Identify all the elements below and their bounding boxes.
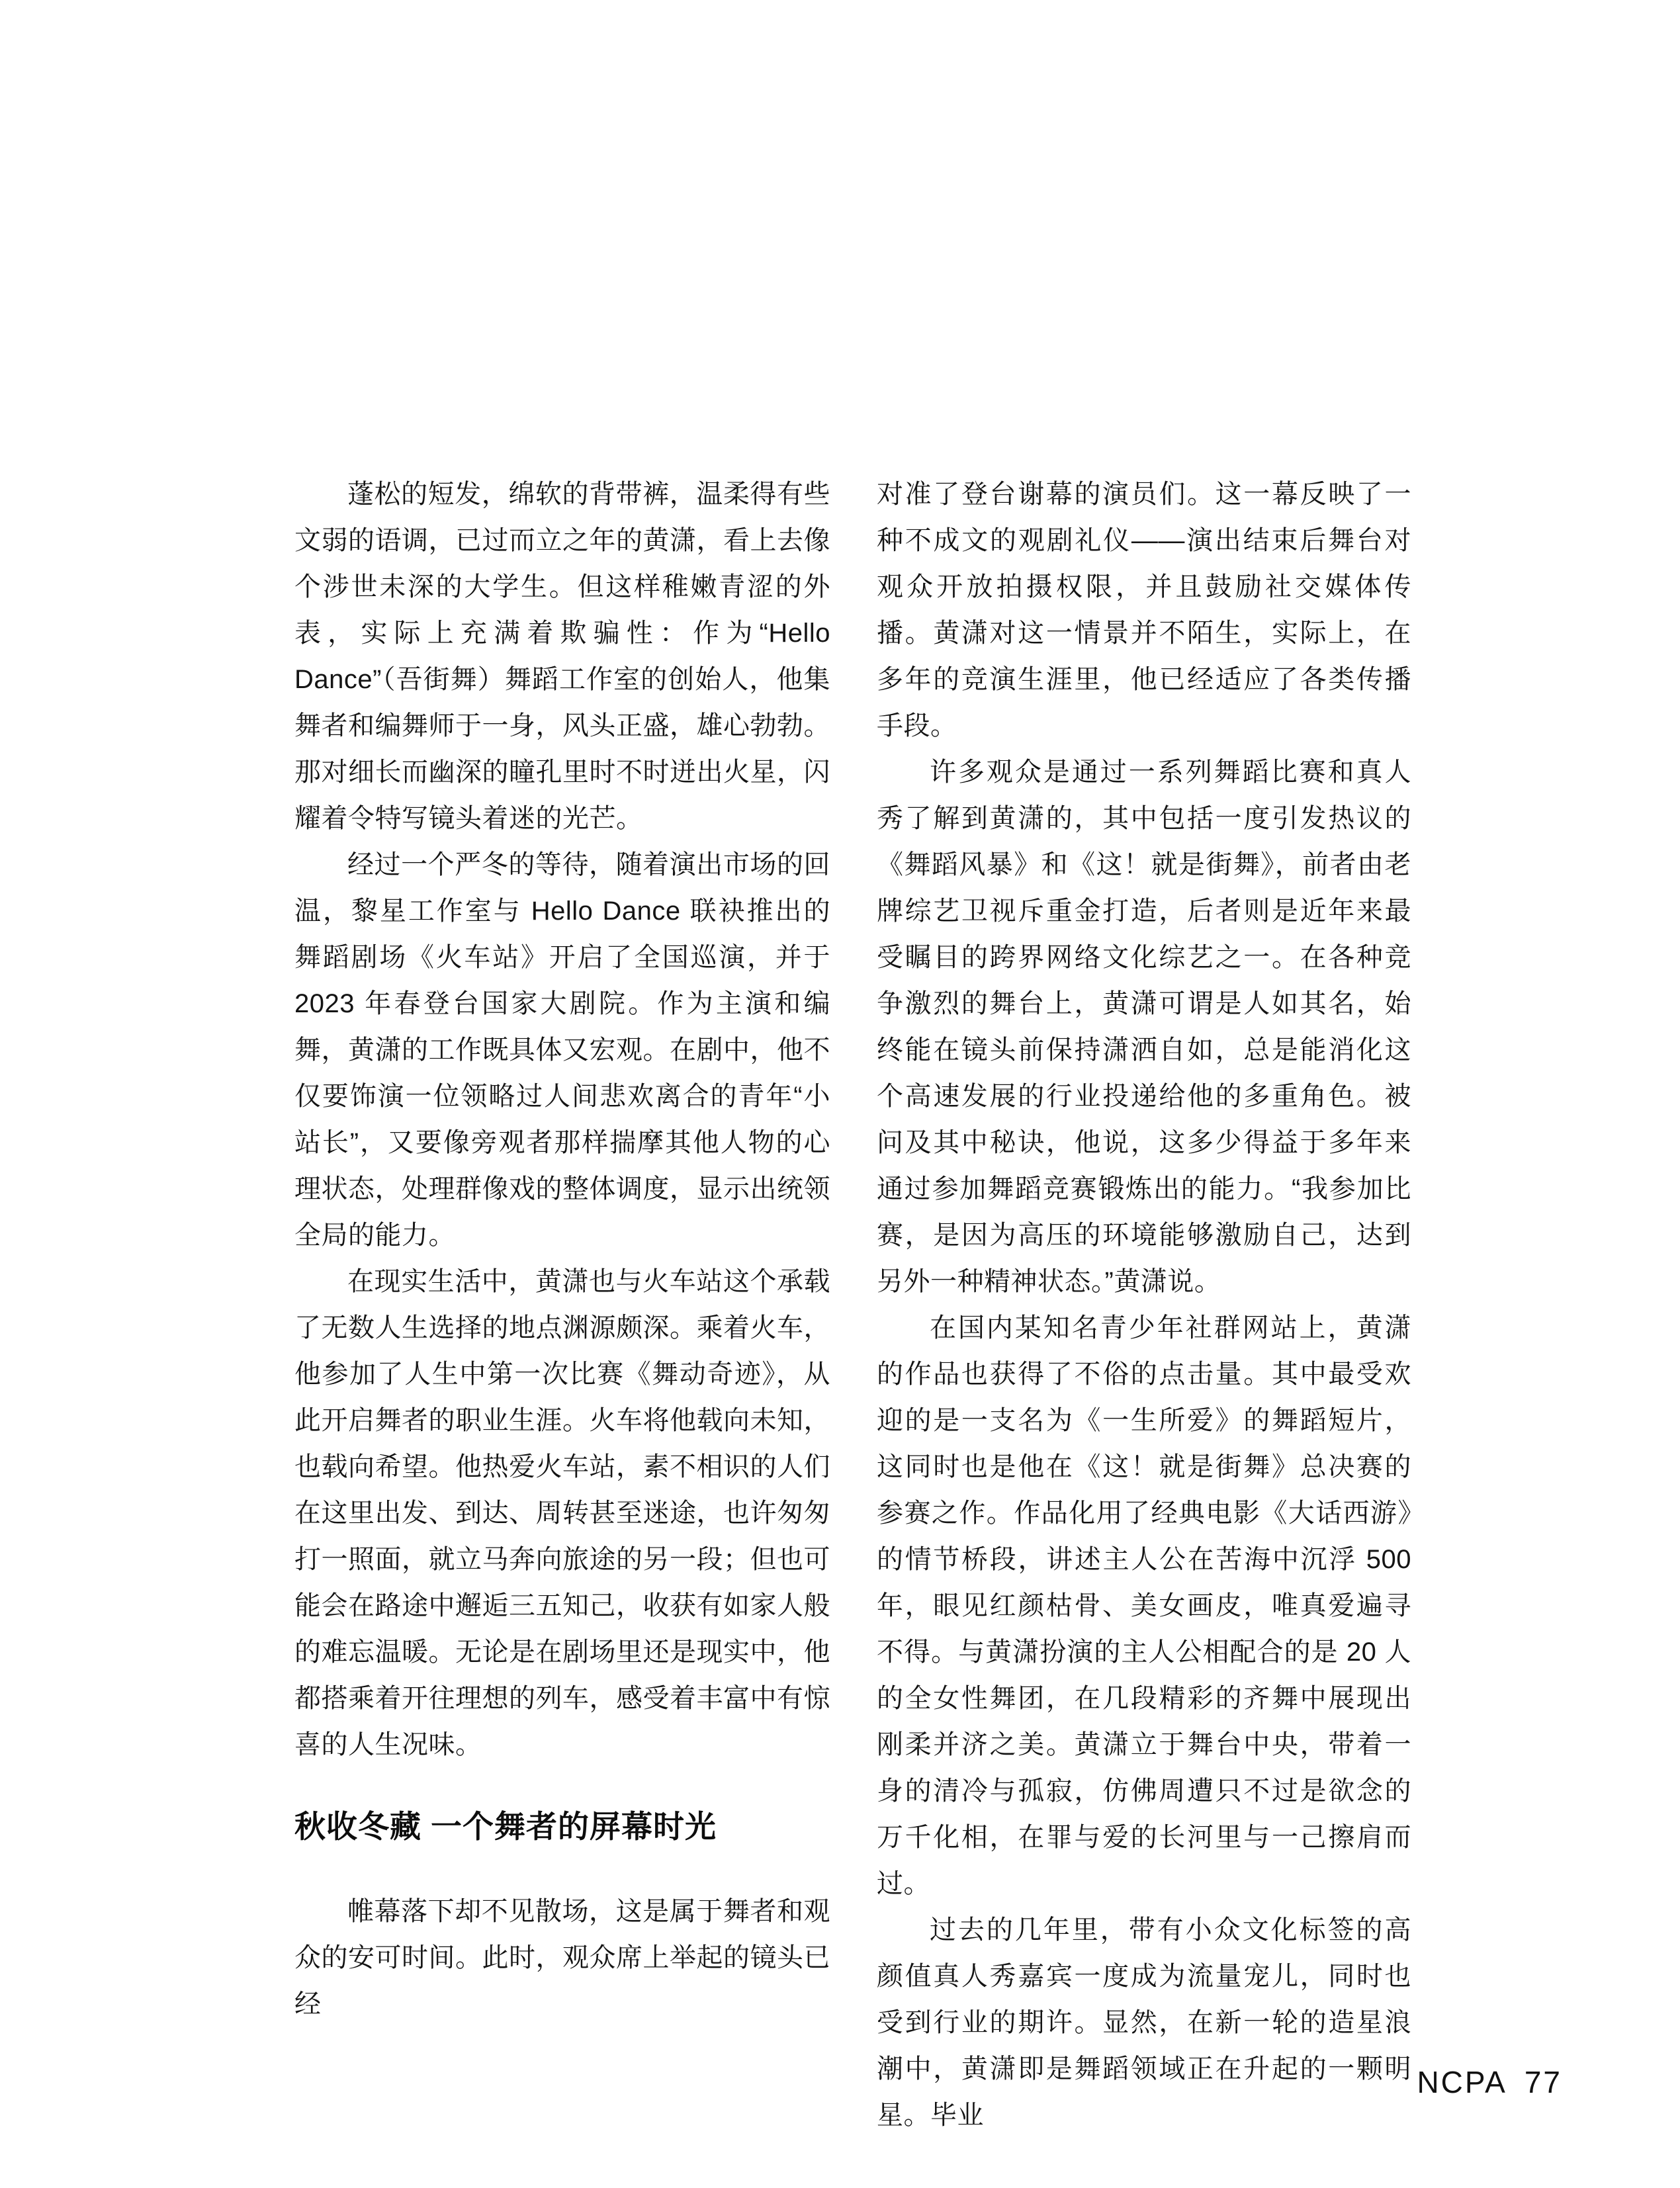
- paragraph: 蓬松的短发，绵软的背带裤，温柔得有些文弱的语调，已过而立之年的黄潇，看上去像个涉世未深的大学生。但这样稚嫩青涩的外表，实际上充满着欺骗性：作为“Hello Dance”（吾街舞）舞蹈工作室的创始人，他集舞者和编舞师于一身，风头正盛，雄心勃勃。那对细长而幽深的瞳孔里时不时迸出火星，闪耀着令特写镜头着迷的光芒。: [294, 480, 830, 833]
- paragraph: 在国内某知名青少年社群网站上，黄潇的作品也获得了不俗的点击量。其中最受欢迎的是一支名为《一生所爱》的舞蹈短片，这同时也是他在《这！就是街舞》总决赛的参赛之作。作品化用了经典电影《大话西游》的情节桥段，讲述主人公在苦海中沉浮 500 年，眼见红颜枯骨、美女画皮，唯真爱遍寻不得。与黄潇扮演的主人公相配合的是 20 人的全女性舞团，在几段精彩的齐舞中展现出刚柔并济之美。黄潇立于舞台中央，带着一身的清冷与孤寂，仿佛周遭只不过是欲念的万千化相，在罪与爱的长河里与一己擦肩而过。: [877, 1313, 1411, 1898]
- paragraph: 过去的几年里，带有小众文化标签的高颜值真人秀嘉宾一度成为流量宠儿，同时也受到行业的期许。显然，在新一轮的造星浪潮中，黄潇即是舞蹈领域正在升起的一颗明星。毕业: [877, 1915, 1411, 2130]
- paragraph: 帷幕落下却不见散场，这是属于舞者和观众的安可时间。此时，观众席上举起的镜头已经: [294, 1897, 830, 2019]
- section-heading: 秋收冬藏 一个舞者的屏幕时光: [294, 1809, 717, 1844]
- page-number: 77: [1524, 2065, 1562, 2099]
- paragraph: 经过一个严冬的等待，随着演出市场的回温，黎星工作室与 Hello Dance 联袂推出的舞蹈剧场《火车站》开启了全国巡演，并于 2023 年春登台国家大剧院。作为主演和编舞，黄潇的工作既具体又宏观。在剧中，他不仅要饰演一位领略过人间悲欢离合的青年“小站长”，又要像旁观者那样揣摩其他人物的心理状态，处理群像戏的整体调度，显示出统领全局的能力。: [294, 850, 830, 1250]
- continuation-paragraph: 对准了登台谢幕的演员们。这一幕反映了一种不成文的观剧礼仪——演出结束后舞台对观众开放拍摄权限，并且鼓励社交媒体传播。黄潇对这一情景并不陌生，实际上，在多年的竞演生涯里，他已经适应了各类传播手段。: [877, 480, 1411, 740]
- page-footer: [1417, 2066, 1562, 2099]
- article-column-right: [877, 471, 1411, 2138]
- paragraph: 在现实生活中，黄潇也与火车站这个承载了无数人生选择的地点渊源颇深。乘着火车，他参加了人生中第一次比赛《舞动奇迹》，从此开启舞者的职业生涯。火车将他载向未知，也载向希望。他热爱火车站，素不相识的人们在这里出发、到达、周转甚至迷途，也许匆匆打一照面，就立马奔向旅途的另一段；但也可能会在路途中邂逅三五知己，收获有如家人般的难忘温暖。无论是在剧场里还是现实中，他都搭乘着开往理想的列车，感受着丰富中有惊喜的人生况味。: [294, 1267, 830, 1759]
- article-column-left: [294, 471, 830, 2027]
- paragraph: 许多观众是通过一系列舞蹈比赛和真人秀了解到黄潇的，其中包括一度引发热议的《舞蹈风暴》和《这！就是街舞》，前者由老牌综艺卫视斥重金打造，后者则是近年来最受瞩目的跨界网络文化综艺之一。在各种竞争激烈的舞台上，黄潇可谓是人如其名，始终能在镜头前保持潇洒自如，总是能消化这个高速发展的行业投递给他的多重角色。被问及其中秘诀，他说，这多少得益于多年来通过参加舞蹈竞赛锻炼出的能力。“我参加比赛，是因为高压的环境能够激励自己，达到另外一种精神状态。”黄潇说。: [877, 758, 1411, 1296]
- magazine-brand: NCPA: [1417, 2065, 1507, 2099]
